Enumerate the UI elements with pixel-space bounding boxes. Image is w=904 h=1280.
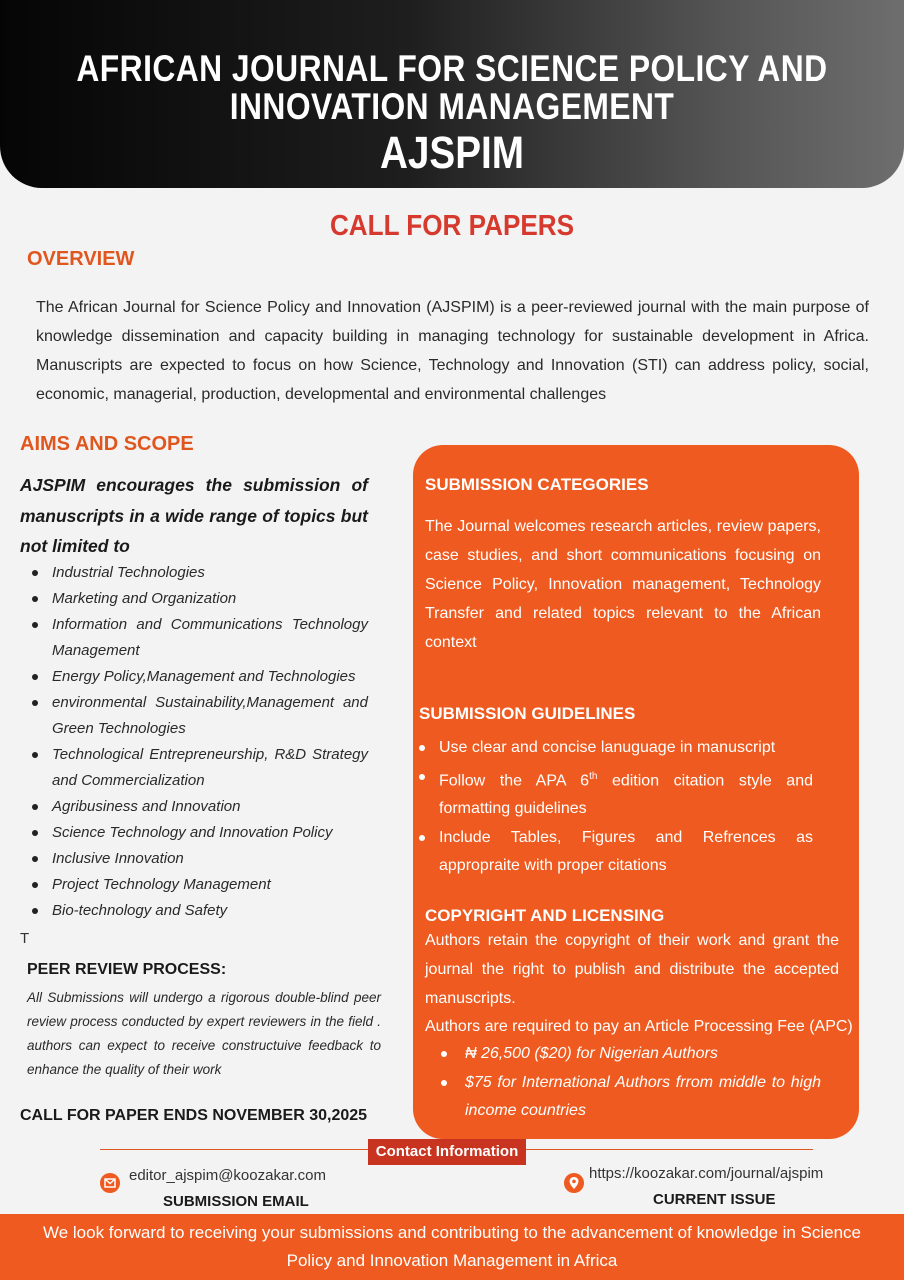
stray-character: T xyxy=(20,930,30,947)
apc-text: Authors are required to pay an Article Processing Fee (APC) xyxy=(425,1018,853,1035)
guideline-text: Follow the APA 6 xyxy=(439,771,590,789)
list-item: Science Technology and Innovation Policy xyxy=(52,820,368,846)
guidelines-list xyxy=(439,734,813,881)
journal-title: AFRICAN JOURNAL FOR SCIENCE POLICY AND INNOVATION MANAGEMENT xyxy=(76,48,828,127)
list-item: ₦ 26,500 ($20) for Nigerian Authors xyxy=(461,1040,821,1069)
submission-categories-heading: SUBMISSION CATEGORIES xyxy=(425,475,649,494)
peer-review-text: All Submissions will undergo a rigorous double-blind peer review process conducted by expert reviewers in the field . authors can expect to receive constructuive feedback to enhance the quality of their work xyxy=(27,990,381,1077)
list-item: Marketing and Organization xyxy=(52,586,368,612)
location-pin-icon xyxy=(564,1173,584,1193)
submission-info-card xyxy=(413,445,859,1139)
current-issue-caption: CURRENT ISSUE xyxy=(653,1191,776,1208)
aims-intro: AJSPIM encourages the submission of manuscripts in a wide range of topics but not limited to xyxy=(20,475,368,556)
call-for-papers-title: CALL FOR PAPERS xyxy=(329,210,575,242)
contact-information-label: Contact Information xyxy=(368,1139,526,1165)
list-item: Inclusive Innovation xyxy=(52,846,368,872)
list-item: $75 for International Authors frrom middle to high income countries xyxy=(461,1069,821,1126)
overview-heading: OVERVIEW xyxy=(27,248,135,270)
list-item: Industrial Technologies xyxy=(52,560,368,586)
journal-url[interactable]: https://koozakar.com/journal/ajspim xyxy=(589,1165,824,1182)
footer-banner xyxy=(0,1214,904,1280)
superscript: th xyxy=(589,770,598,782)
copyright-heading: COPYRIGHT AND LICENSING xyxy=(425,906,665,925)
fees-list xyxy=(461,1040,821,1126)
footer-text: We look forward to receiving your submissions and contributing to the advancement of knowledge in Science Policy and Innovation Management in Africa xyxy=(42,1223,862,1270)
submission-categories-text: The Journal welcomes research articles, review papers, case studies, and short communications focusing on Science Policy, Innovation management, Technology Transfer and related topics relevant to the African context xyxy=(425,518,821,651)
submission-email[interactable]: editor_ajspim@koozakar.com xyxy=(129,1167,326,1184)
list-item: Bio-technology and Safety xyxy=(52,898,368,924)
overview-text: The African Journal for Science Policy and Innovation (AJSPIM) is a peer-reviewed journal with the main purpose of knowledge dissemination and capacity building in managing technology for sustainable development in Africa. Manuscripts are expected to focus on how Science, Technology and Innovation (STI) can address policy, social, economic, managerial, production, developmental and environmental challenges xyxy=(36,299,869,403)
peer-review-heading: PEER REVIEW PROCESS: xyxy=(27,961,227,978)
aims-heading: AIMS AND SCOPE xyxy=(20,433,194,455)
list-item: Information and Communications Technology Management xyxy=(52,612,368,664)
journal-acronym: AJSPIM xyxy=(379,127,525,178)
list-item: Agribusiness and Innovation xyxy=(52,794,368,820)
list-item xyxy=(439,763,813,824)
list-item: Use clear and concise lanuguage in manuscript xyxy=(439,734,813,763)
submission-guidelines-heading: SUBMISSION GUIDELINES xyxy=(419,704,636,723)
email-icon xyxy=(100,1173,120,1193)
topics-list xyxy=(52,560,368,924)
deadline-notice: CALL FOR PAPER ENDS NOVEMBER 30,2025 xyxy=(20,1107,368,1124)
guideline-text: edition citation style and formatting guidelines xyxy=(439,771,813,818)
list-item: Technological Entrepreneurship, R&D Strategy and Commercialization xyxy=(52,742,368,794)
list-item: Project Technology Management xyxy=(52,872,368,898)
header-banner xyxy=(0,0,904,188)
list-item: Energy Policy,Management and Technologies xyxy=(52,664,368,690)
list-item: environmental Sustainability,Management and Green Technologies xyxy=(52,690,368,742)
copyright-text: Authors retain the copyright of their work and grant the journal the right to publish and distribute the accepted manuscripts. xyxy=(425,932,839,1007)
list-item: Include Tables, Figures and Refrences as appropraite with proper citations xyxy=(439,824,813,881)
submission-email-caption: SUBMISSION EMAIL xyxy=(163,1193,309,1210)
